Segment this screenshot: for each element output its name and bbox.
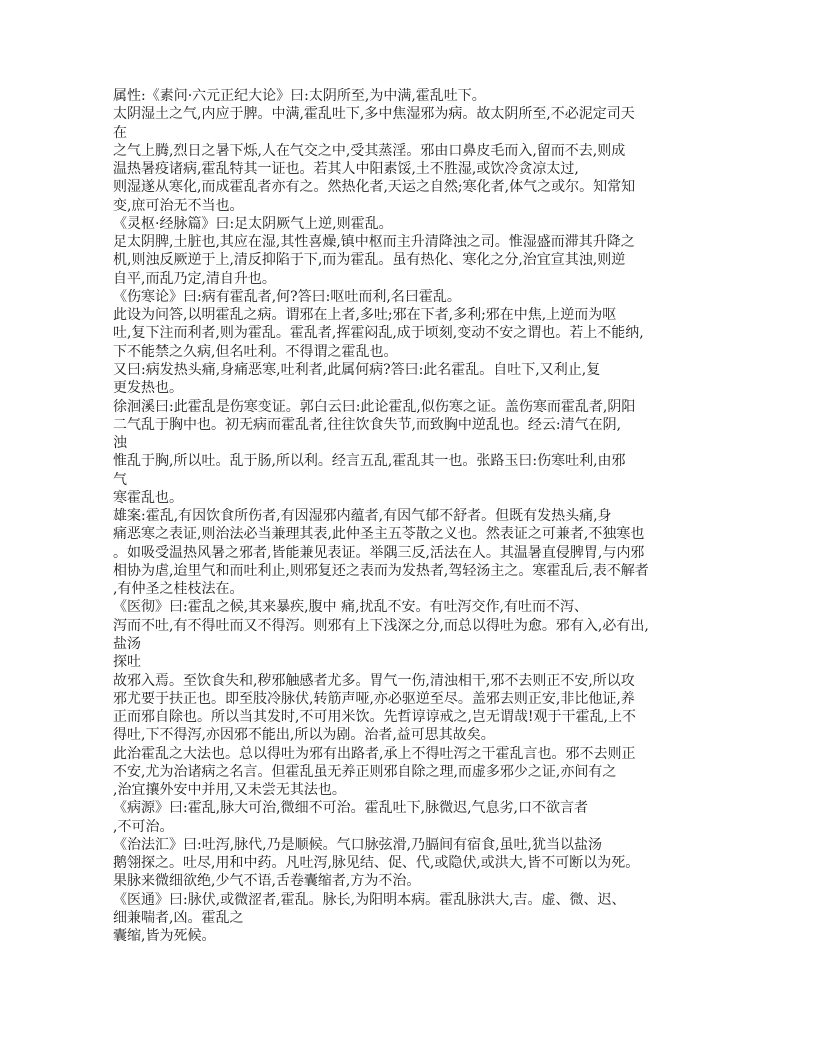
text-line: 属性:《素问·六元正纪大论》曰:太阴所至,为中满,霍乱吐下。	[113, 88, 486, 104]
text-line: ,不可治。	[113, 818, 174, 835]
text-line: 《治法汇》曰:吐泻,脉代,乃是顺候。气口脉弦滑,乃膈间有宿食,虽吐,犹当以盐汤	[113, 836, 602, 853]
text-line: 《医彻》曰:霍乱之候,其来暴疾,腹中 痛,扰乱不安。有吐泻交作,有吐而不泻、	[113, 599, 588, 616]
text-line: 探吐	[113, 654, 141, 671]
text-line: 。如吸受温热风暑之邪者,皆能兼见表证。举隅三反,活法在人。其温暑直侵脾胃,与内邪	[113, 544, 645, 561]
text-line: 相协为虐,迨里气和而吐利止,则邪复还之表而为发热者,驾轻汤主之。寒霍乱后,表不解者	[113, 562, 649, 579]
text-line: 在	[113, 124, 127, 141]
text-line: 泻而不吐,有不得吐而又不得泻。则邪有上下浅深之分,而总以得吐为愈。邪有入,必有出,	[113, 617, 649, 634]
text-line: 正而邪自除也。所以当其发时,不可用米饮。先哲谆谆戒之,岂无谓哉!观于干霍乱,上不	[113, 709, 636, 726]
document-body	[113, 87, 709, 945]
text-line: 鹅翎探之。吐尽,用和中药。凡吐泻,脉见结、促、代,或隐伏,或洪大,皆不可断以为死。	[113, 855, 640, 872]
text-line: 邪尤要于扶正也。即至肢冷脉伏,转筋声哑,亦必驱逆至尽。盖邪去则正安,非比他证,养	[113, 690, 635, 707]
text-line: 变,庶可治无不当也。	[113, 197, 244, 214]
text-line: 之气上腾,烈日之暑下烁,人在气交之中,受其蒸淫。邪由口鼻皮毛而入,留而不去,则成	[113, 142, 626, 159]
text-line: 故邪入焉。至饮食失和,秽邪触感者尤多。胃气一伤,清浊相干,邪不去则正不安,所以攻	[113, 672, 635, 689]
text-line: 痛恶寒之表证,则治法必当兼理其表,此仲圣主五苓散之义也。然表证之可兼者,不独寒也	[113, 526, 645, 543]
text-line: ,有仲圣之桂枝法在。	[113, 581, 244, 598]
text-line: 则湿遂从寒化,而成霍乱者亦有之。然热化者,天运之自然;寒化者,体气之或尔。知常知	[113, 179, 636, 196]
text-line: 不安,尤为治诸病之名言。但霍乱虽无养正则邪自除之理,而虚多邪少之证,亦间有之	[113, 763, 617, 780]
text-line: 《灵枢·经脉篇》曰:足太阴厥气上逆,则霍乱。	[113, 215, 393, 232]
text-line: 此设为问答,以明霍乱之病。谓邪在上者,多吐;邪在下者,多利;邪在中焦,上逆而为呕	[113, 307, 617, 324]
text-line: 徐洄溪曰:此霍乱是伤寒变证。郭白云曰:此论霍乱,似伤寒之证。盖伤寒而霍乱者,阴阳	[113, 398, 636, 415]
text-line: 下不能禁之久病,但名吐利。不得谓之霍乱也。	[113, 343, 398, 360]
text-line: 雄案:霍乱,有因饮食所伤者,有因湿邪内蕴者,有因气郁不舒者。但既有发热头痛,身	[113, 508, 612, 525]
text-line: 又曰:病发热头痛,身痛恶寒,吐利者,此属何病?答曰:此名霍乱。自吐下,又利止,复	[113, 361, 601, 378]
text-line: 浊	[113, 435, 127, 452]
text-line: 机,则浊反厥逆于上,清反抑陷于下,而为霍乱。虽有热化、寒化之分,治宜宣其浊,则逆	[113, 252, 626, 269]
text-line: 此治霍乱之大法也。总以得吐为邪有出路者,承上不得吐泻之干霍乱言也。邪不去则正	[113, 745, 636, 762]
text-line: 《病源》曰:霍乱,脉大可治,微细不可治。霍乱吐下,脉微迟,气息劣,口不欲言者	[113, 800, 588, 817]
text-line: 《伤寒论》曰:病有霍乱者,何?答曰:呕吐而利,名曰霍乱。	[113, 288, 461, 305]
text-line: 太阴湿土之气,内应于脾。中满,霍乱吐下,多中焦湿邪为病。故太阴所至,不必泥定司天	[113, 106, 635, 123]
text-line: 温热暑疫诸病,霍乱特其一证也。若其人中阳素馁,土不胜湿,或饮冷贪凉太过,	[113, 161, 579, 178]
text-line: 足太阴脾,土脏也,其应在湿,其性喜燥,镇中枢而主升清降浊之司。惟湿盛而滞其升降之	[113, 234, 635, 251]
text-line: 惟乱于胸,所以吐。乱于肠,所以利。经言五乱,霍乱其一也。张路玉曰:伤寒吐利,由邪	[113, 453, 626, 470]
text-line: 细兼喘者,凶。霍乱之	[113, 909, 244, 926]
text-line: 寒霍乱也。	[113, 489, 183, 506]
text-line: 《医通》曰:脉伏,或微涩者,霍乱。脉长,为阳明本病。霍乱脉洪大,吉。虚、微、迟、	[113, 891, 626, 908]
text-line: 盐汤	[113, 635, 141, 652]
text-line: 更发热也。	[113, 380, 183, 397]
text-line: 二气乱于胸中也。初无病而霍乱者,往往饮食失节,而致胸中逆乱也。经云:清气在阴,	[113, 416, 622, 433]
text-line: 气	[113, 471, 127, 488]
text-line: 果脉来微细欲绝,少气不语,舌卷囊缩者,方为不治。	[113, 873, 421, 890]
text-line: ,治宜攘外安中并用,又未尝无其法也。	[113, 782, 346, 799]
text-line: 吐,复下注而利者,则为霍乱。霍乱者,挥霍闷乱,成于顷刻,变动不安之谓也。若上不能纳,	[113, 325, 644, 342]
text-line: 得吐,下不得泻,亦因邪不能出,所以为剧。治者,益可思其故矣。	[113, 727, 495, 744]
text-line: 囊缩,皆为死候。	[113, 928, 216, 945]
text-line: 自平,而乱乃定,清自升也。	[113, 270, 276, 287]
